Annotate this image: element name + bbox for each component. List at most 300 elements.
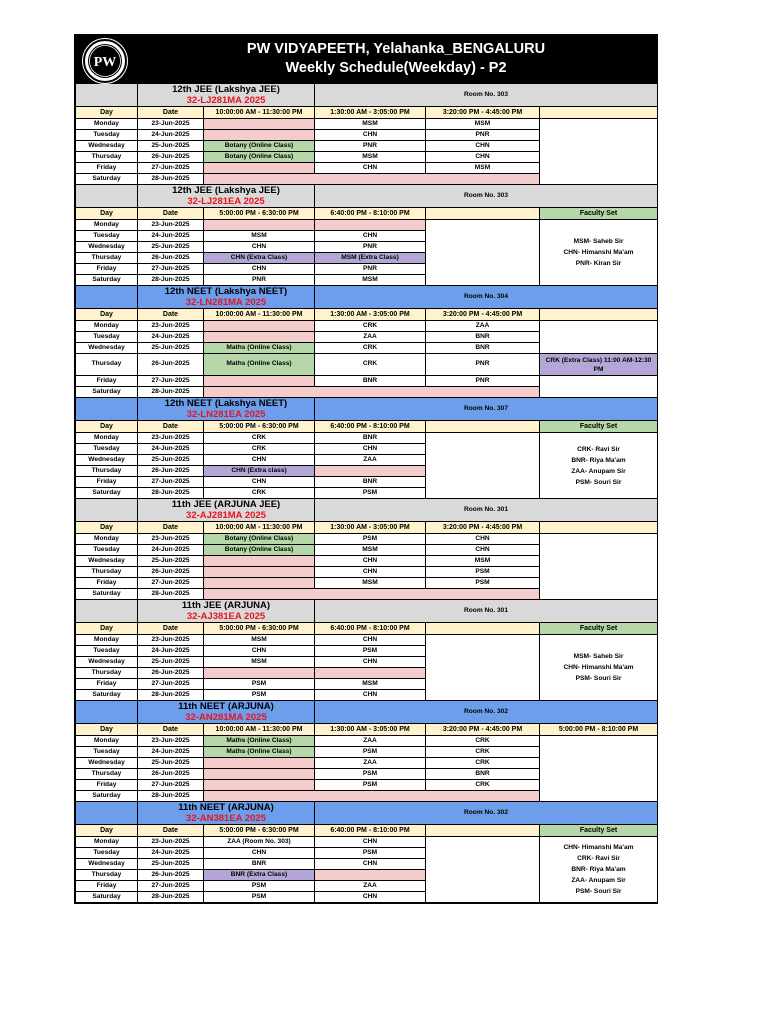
schedule-row bbox=[76, 220, 658, 231]
day-cell: Monday bbox=[76, 119, 138, 130]
class-cell: CHN bbox=[315, 163, 426, 174]
side-note-cell: CRK (Extra Class) 11:00 AM-12:30 PM bbox=[540, 354, 658, 376]
date-cell: 23-Jun-2025 bbox=[138, 635, 204, 646]
side-empty bbox=[540, 534, 658, 600]
batch-name: 12th NEET (Lakshya NEET) bbox=[164, 286, 288, 297]
faculty-set-cell bbox=[540, 635, 658, 701]
class-cell bbox=[315, 870, 426, 881]
class-cell: PSM bbox=[315, 488, 426, 499]
day-cell: Wednesday bbox=[76, 141, 138, 152]
class-cell: BNR bbox=[426, 343, 540, 354]
date-cell: 24-Jun-2025 bbox=[138, 646, 204, 657]
date-cell: 28-Jun-2025 bbox=[138, 589, 204, 600]
class-cell: CRK bbox=[426, 758, 540, 769]
class-cell: CHN bbox=[315, 130, 426, 141]
date-cell: 24-Jun-2025 bbox=[138, 747, 204, 758]
class-cell bbox=[204, 163, 315, 174]
date-cell: 28-Jun-2025 bbox=[138, 275, 204, 286]
class-cell: BNR (Extra Class) bbox=[204, 870, 315, 881]
class-cell: CHN bbox=[426, 141, 540, 152]
day-cell: Tuesday bbox=[76, 231, 138, 242]
date-cell: 24-Jun-2025 bbox=[138, 444, 204, 455]
class-cell: ZAA bbox=[426, 321, 540, 332]
date-cell: 26-Jun-2025 bbox=[138, 354, 204, 376]
pw-logo-icon bbox=[85, 41, 125, 81]
day-cell: Friday bbox=[76, 780, 138, 791]
class-cell: PSM bbox=[204, 690, 315, 701]
batch-code: 32-AN381EA 2025 bbox=[186, 813, 266, 824]
class-cell: Botany (Online Class) bbox=[204, 534, 315, 545]
date-cell: 26-Jun-2025 bbox=[138, 567, 204, 578]
day-cell: Friday bbox=[76, 679, 138, 690]
date-cell: 27-Jun-2025 bbox=[138, 477, 204, 488]
day-header: Day bbox=[76, 309, 138, 321]
faculty-set-header: Faculty Set bbox=[540, 421, 658, 433]
day-cell: Saturday bbox=[76, 589, 138, 600]
date-header: Date bbox=[138, 825, 204, 837]
slot-header: 3:20:00 PM - 4:45:00 PM bbox=[426, 522, 540, 534]
column-header-row bbox=[76, 623, 658, 635]
schedule-table bbox=[75, 83, 658, 903]
faculty-set-header: Faculty Set bbox=[540, 623, 658, 635]
schedule-row bbox=[76, 119, 658, 130]
class-cell: CHN bbox=[426, 545, 540, 556]
day-header: Day bbox=[76, 522, 138, 534]
class-cell bbox=[315, 466, 426, 477]
class-cell: MSM bbox=[426, 163, 540, 174]
day-cell: Thursday bbox=[76, 152, 138, 163]
class-cell bbox=[204, 758, 315, 769]
column-header-row bbox=[76, 724, 658, 736]
class-cell: PNR bbox=[315, 264, 426, 275]
schedule-row bbox=[76, 736, 658, 747]
day-cell: Thursday bbox=[76, 354, 138, 376]
column-header-row bbox=[76, 309, 658, 321]
batch-title-row bbox=[76, 286, 658, 309]
faculty-set-header: Faculty Set bbox=[540, 208, 658, 220]
class-cell: MSM bbox=[315, 275, 426, 286]
class-cell: CHN bbox=[315, 690, 426, 701]
class-cell: PNR bbox=[315, 141, 426, 152]
batch-cell bbox=[138, 802, 315, 825]
class-cell: PNR bbox=[204, 275, 315, 286]
class-cell bbox=[315, 668, 426, 679]
room-number: Room No. 303 bbox=[315, 84, 658, 107]
class-cell: PSM bbox=[315, 747, 426, 758]
day-cell: Tuesday bbox=[76, 747, 138, 758]
date-cell: 25-Jun-2025 bbox=[138, 343, 204, 354]
faculty-set-cell bbox=[540, 837, 658, 903]
date-header: Date bbox=[138, 623, 204, 635]
class-cell: BNR bbox=[426, 332, 540, 343]
day-cell: Wednesday bbox=[76, 758, 138, 769]
room-number: Room No. 303 bbox=[315, 185, 658, 208]
class-cell: MSM bbox=[315, 119, 426, 130]
day-cell: Thursday bbox=[76, 567, 138, 578]
day-header: Day bbox=[76, 623, 138, 635]
day-cell: Saturday bbox=[76, 174, 138, 185]
class-cell: PSM bbox=[315, 769, 426, 780]
class-cell: CHN bbox=[315, 657, 426, 668]
schedule-header bbox=[75, 35, 657, 83]
day-cell: Friday bbox=[76, 578, 138, 589]
batch-name: 12th NEET (Lakshya NEET) bbox=[164, 398, 288, 409]
day-cell: Tuesday bbox=[76, 332, 138, 343]
date-cell: 25-Jun-2025 bbox=[138, 242, 204, 253]
slot-header: 3:20:00 PM - 4:45:00 PM bbox=[426, 724, 540, 736]
blank-slot-cell bbox=[426, 433, 540, 499]
day-cell: Friday bbox=[76, 264, 138, 275]
class-cell: CHN (Extra Class) bbox=[204, 253, 315, 264]
blank-slot-cell bbox=[426, 635, 540, 701]
faculty-entry: PSM- Souri Sir bbox=[575, 675, 622, 682]
svg-text:PW: PW bbox=[93, 55, 117, 70]
faculty-set-cell bbox=[540, 220, 658, 286]
date-cell: 26-Jun-2025 bbox=[138, 466, 204, 477]
faculty-entry: ZAA- Anupam Sir bbox=[571, 877, 626, 884]
batch-code: 32-LJ281MA 2025 bbox=[186, 95, 266, 106]
faculty-entry: CRK- Ravi Sir bbox=[577, 445, 620, 453]
date-cell: 25-Jun-2025 bbox=[138, 657, 204, 668]
batch-name: 11th NEET (ARJUNA) bbox=[178, 701, 274, 712]
class-cell: CHN bbox=[426, 534, 540, 545]
class-cell bbox=[204, 376, 315, 387]
class-cell: CHN bbox=[204, 242, 315, 253]
class-cell: MSM bbox=[204, 657, 315, 668]
class-cell: CHN bbox=[204, 264, 315, 275]
batch-name: 12th JEE (Lakshya JEE) bbox=[172, 185, 280, 196]
class-cell: PSM bbox=[315, 848, 426, 859]
date-header: Date bbox=[138, 208, 204, 220]
date-cell: 28-Jun-2025 bbox=[138, 174, 204, 185]
batch-spacer bbox=[76, 701, 138, 724]
batch-cell bbox=[138, 286, 315, 309]
faculty-entry: MSM- Saheb Sir bbox=[573, 653, 624, 660]
date-cell: 26-Jun-2025 bbox=[138, 668, 204, 679]
class-cell bbox=[204, 332, 315, 343]
faculty-entry: CHN- Himanshi Ma'am bbox=[563, 844, 634, 851]
empty-slot-cell bbox=[204, 791, 540, 802]
class-cell: CHN bbox=[315, 231, 426, 242]
room-number: Room No. 301 bbox=[315, 600, 658, 623]
side-empty bbox=[540, 119, 658, 185]
class-cell bbox=[204, 321, 315, 332]
batch-spacer bbox=[76, 499, 138, 522]
date-cell: 26-Jun-2025 bbox=[138, 253, 204, 264]
class-cell bbox=[204, 769, 315, 780]
class-cell: MSM bbox=[315, 545, 426, 556]
class-cell bbox=[204, 119, 315, 130]
class-cell: PSM bbox=[426, 578, 540, 589]
column-header-row bbox=[76, 421, 658, 433]
class-cell: ZAA bbox=[315, 736, 426, 747]
class-cell: MSM bbox=[315, 679, 426, 690]
batch-name: 12th JEE (Lakshya JEE) bbox=[172, 84, 280, 95]
slot-header-empty bbox=[540, 522, 658, 534]
day-cell: Friday bbox=[76, 376, 138, 387]
date-cell: 28-Jun-2025 bbox=[138, 387, 204, 398]
class-cell bbox=[204, 556, 315, 567]
class-cell: CRK bbox=[204, 433, 315, 444]
day-cell: Saturday bbox=[76, 690, 138, 701]
batch-title-row bbox=[76, 802, 658, 825]
batch-cell bbox=[138, 185, 315, 208]
column-header-row bbox=[76, 522, 658, 534]
slot-header: 10:00:00 AM - 11:30:00 PM bbox=[204, 309, 315, 321]
class-cell: BNR bbox=[315, 376, 426, 387]
date-cell: 23-Jun-2025 bbox=[138, 837, 204, 848]
batch-cell bbox=[138, 84, 315, 107]
faculty-entry: PSM- Souri Sir bbox=[575, 478, 622, 486]
batch-title-row bbox=[76, 499, 658, 522]
day-cell: Thursday bbox=[76, 253, 138, 264]
slot-header: 3:20:00 PM - 4:45:00 PM bbox=[426, 309, 540, 321]
class-cell: PNR bbox=[426, 354, 540, 376]
date-cell: 23-Jun-2025 bbox=[138, 736, 204, 747]
column-header-row bbox=[76, 107, 658, 119]
date-cell: 24-Jun-2025 bbox=[138, 545, 204, 556]
schedule-row bbox=[76, 376, 658, 387]
batch-spacer bbox=[76, 600, 138, 623]
faculty-entry: ZAA- Anupam Sir bbox=[571, 467, 626, 475]
date-cell: 27-Jun-2025 bbox=[138, 376, 204, 387]
faculty-entry: MSM- Saheb Sir bbox=[573, 238, 624, 245]
class-cell: CRK bbox=[315, 343, 426, 354]
day-header: Day bbox=[76, 724, 138, 736]
class-cell: MSM bbox=[315, 152, 426, 163]
batch-cell bbox=[138, 499, 315, 522]
day-cell: Monday bbox=[76, 736, 138, 747]
class-cell bbox=[204, 780, 315, 791]
day-cell: Monday bbox=[76, 837, 138, 848]
batch-title-row bbox=[76, 701, 658, 724]
class-cell: CHN bbox=[315, 635, 426, 646]
date-header: Date bbox=[138, 107, 204, 119]
day-cell: Friday bbox=[76, 477, 138, 488]
day-cell: Wednesday bbox=[76, 556, 138, 567]
day-cell: Monday bbox=[76, 433, 138, 444]
date-cell: 23-Jun-2025 bbox=[138, 534, 204, 545]
faculty-set-header: Faculty Set bbox=[540, 825, 658, 837]
faculty-entry: PNR- Kiran Sir bbox=[575, 260, 622, 267]
slot-header: 6:40:00 PM - 8:10:00 PM bbox=[315, 421, 426, 433]
slot-header: 10:00:00 AM - 11:30:00 PM bbox=[204, 724, 315, 736]
slot-header: 6:40:00 PM - 8:10:00 PM bbox=[315, 825, 426, 837]
class-cell: PSM bbox=[204, 892, 315, 903]
slot-header: 10:00:00 AM - 11:30:00 PM bbox=[204, 107, 315, 119]
day-cell: Thursday bbox=[76, 870, 138, 881]
class-cell: PSM bbox=[204, 881, 315, 892]
date-cell: 24-Jun-2025 bbox=[138, 848, 204, 859]
class-cell: CHN bbox=[315, 444, 426, 455]
class-cell: ZAA bbox=[315, 881, 426, 892]
batch-code: 32-AJ381EA 2025 bbox=[186, 611, 266, 622]
class-cell: CRK bbox=[315, 321, 426, 332]
class-cell: PNR bbox=[426, 130, 540, 141]
schedule-sheet bbox=[74, 34, 658, 904]
batch-title-row bbox=[76, 398, 658, 421]
title-line-1: PW VIDYAPEETH, Yelahanka_BENGALURU bbox=[246, 41, 546, 57]
schedule-row bbox=[76, 534, 658, 545]
day-cell: Tuesday bbox=[76, 444, 138, 455]
batch-name: 11th JEE (ARJUNA JEE) bbox=[171, 499, 281, 510]
class-cell: ZAA bbox=[315, 332, 426, 343]
day-cell: Thursday bbox=[76, 668, 138, 679]
slot-header: 5:00:00 PM - 6:30:00 PM bbox=[204, 421, 315, 433]
slot-header: 1:30:00 AM - 3:05:00 PM bbox=[315, 724, 426, 736]
date-header: Date bbox=[138, 309, 204, 321]
day-cell: Wednesday bbox=[76, 455, 138, 466]
day-cell: Tuesday bbox=[76, 545, 138, 556]
date-cell: 23-Jun-2025 bbox=[138, 321, 204, 332]
day-cell: Wednesday bbox=[76, 242, 138, 253]
class-cell: ZAA bbox=[315, 455, 426, 466]
date-cell: 27-Jun-2025 bbox=[138, 578, 204, 589]
schedule-row bbox=[76, 635, 658, 646]
slot-header-empty bbox=[426, 825, 540, 837]
side-empty bbox=[540, 321, 658, 354]
date-cell: 25-Jun-2025 bbox=[138, 859, 204, 870]
class-cell bbox=[204, 668, 315, 679]
class-cell: CRK bbox=[204, 444, 315, 455]
class-cell: CHN bbox=[426, 152, 540, 163]
day-cell: Friday bbox=[76, 163, 138, 174]
slot-header-empty bbox=[426, 208, 540, 220]
slot-header: 1:30:00 AM - 3:05:00 PM bbox=[315, 522, 426, 534]
batch-spacer bbox=[76, 398, 138, 421]
class-cell: CHN bbox=[315, 556, 426, 567]
day-cell: Thursday bbox=[76, 466, 138, 477]
class-cell: MSM bbox=[204, 231, 315, 242]
faculty-entry: CHN- Himanshi Ma'am bbox=[563, 249, 634, 256]
class-cell: MSM bbox=[315, 578, 426, 589]
day-cell: Saturday bbox=[76, 791, 138, 802]
slot-header: 5:00:00 PM - 6:30:00 PM bbox=[204, 825, 315, 837]
class-cell: CRK bbox=[426, 780, 540, 791]
batch-code: 32-LN281MA 2025 bbox=[185, 297, 267, 308]
class-cell: CRK bbox=[426, 747, 540, 758]
class-cell: BNR bbox=[426, 769, 540, 780]
batch-spacer bbox=[76, 185, 138, 208]
schedule-row bbox=[76, 433, 658, 444]
class-cell: PNR bbox=[426, 376, 540, 387]
faculty-set-cell bbox=[540, 433, 658, 499]
blank-slot-cell bbox=[426, 220, 540, 286]
schedule-title bbox=[135, 40, 657, 78]
room-number: Room No. 304 bbox=[315, 286, 658, 309]
batch-code: 32-LN281EA 2025 bbox=[186, 409, 266, 420]
date-cell: 28-Jun-2025 bbox=[138, 791, 204, 802]
class-cell: MSM bbox=[204, 635, 315, 646]
blank-slot-cell bbox=[426, 837, 540, 903]
date-cell: 23-Jun-2025 bbox=[138, 119, 204, 130]
batch-title-row bbox=[76, 600, 658, 623]
title-line-2: Weekly Schedule(Weekday) - P2 bbox=[285, 60, 507, 76]
day-cell: Monday bbox=[76, 534, 138, 545]
day-cell: Tuesday bbox=[76, 848, 138, 859]
date-cell: 26-Jun-2025 bbox=[138, 870, 204, 881]
empty-slot-cell bbox=[204, 174, 540, 185]
class-cell: Maths (Online Class) bbox=[204, 354, 315, 376]
batch-code: 32-AJ281MA 2025 bbox=[186, 510, 266, 521]
slot-header: 1:30:00 AM - 3:05:00 PM bbox=[315, 107, 426, 119]
class-cell: Maths (Online Class) bbox=[204, 747, 315, 758]
class-cell: CHN bbox=[204, 455, 315, 466]
class-cell: CRK bbox=[315, 354, 426, 376]
class-cell bbox=[204, 130, 315, 141]
batch-spacer bbox=[76, 286, 138, 309]
class-cell: PSM bbox=[204, 679, 315, 690]
class-cell: Botany (Online Class) bbox=[204, 141, 315, 152]
class-cell: CHN bbox=[315, 892, 426, 903]
class-cell: MSM bbox=[426, 119, 540, 130]
slot-header: 5:00:00 PM - 6:30:00 PM bbox=[204, 623, 315, 635]
slot-header-empty bbox=[540, 309, 658, 321]
date-cell: 28-Jun-2025 bbox=[138, 690, 204, 701]
day-cell: Wednesday bbox=[76, 343, 138, 354]
class-cell: CRK bbox=[204, 488, 315, 499]
batch-title-row bbox=[76, 84, 658, 107]
date-cell: 24-Jun-2025 bbox=[138, 332, 204, 343]
pw-logo bbox=[83, 39, 127, 83]
day-cell: Wednesday bbox=[76, 859, 138, 870]
room-number: Room No. 302 bbox=[315, 701, 658, 724]
date-cell: 28-Jun-2025 bbox=[138, 892, 204, 903]
day-cell: Thursday bbox=[76, 769, 138, 780]
date-cell: 24-Jun-2025 bbox=[138, 231, 204, 242]
day-cell: Tuesday bbox=[76, 646, 138, 657]
class-cell: CHN bbox=[204, 848, 315, 859]
class-cell: PNR bbox=[315, 242, 426, 253]
schedule-row bbox=[76, 837, 658, 848]
batch-name: 11th JEE (ARJUNA) bbox=[181, 600, 271, 611]
class-cell: CHN bbox=[204, 477, 315, 488]
empty-slot-cell bbox=[204, 387, 540, 398]
class-cell: BNR bbox=[204, 859, 315, 870]
slot-header: 5:00:00 PM - 8:10:00 PM bbox=[540, 724, 658, 736]
empty-slot-cell bbox=[204, 589, 540, 600]
day-cell: Friday bbox=[76, 881, 138, 892]
class-cell bbox=[204, 567, 315, 578]
date-cell: 23-Jun-2025 bbox=[138, 433, 204, 444]
schedule-row bbox=[76, 321, 658, 332]
date-cell: 28-Jun-2025 bbox=[138, 488, 204, 499]
day-cell: Saturday bbox=[76, 387, 138, 398]
batch-title-row bbox=[76, 185, 658, 208]
day-header: Day bbox=[76, 825, 138, 837]
slot-header-empty bbox=[426, 623, 540, 635]
class-cell bbox=[204, 220, 315, 231]
date-cell: 26-Jun-2025 bbox=[138, 769, 204, 780]
faculty-entry: BNR- Riya Ma'am bbox=[571, 866, 626, 873]
batch-name: 11th NEET (ARJUNA) bbox=[178, 802, 274, 813]
day-cell: Wednesday bbox=[76, 657, 138, 668]
batch-cell bbox=[138, 701, 315, 724]
room-number: Room No. 302 bbox=[315, 802, 658, 825]
batch-cell bbox=[138, 398, 315, 421]
faculty-entry: BNR- Riya Ma'am bbox=[571, 456, 626, 464]
class-cell: CRK bbox=[426, 736, 540, 747]
date-header: Date bbox=[138, 522, 204, 534]
date-header: Date bbox=[138, 724, 204, 736]
room-number: Room No. 301 bbox=[315, 499, 658, 522]
slot-header: 1:30:00 AM - 3:05:00 PM bbox=[315, 309, 426, 321]
date-cell: 25-Jun-2025 bbox=[138, 758, 204, 769]
class-cell: BNR bbox=[315, 433, 426, 444]
day-cell: Saturday bbox=[76, 892, 138, 903]
day-cell: Saturday bbox=[76, 488, 138, 499]
class-cell: ZAA (Room No. 303) bbox=[204, 837, 315, 848]
